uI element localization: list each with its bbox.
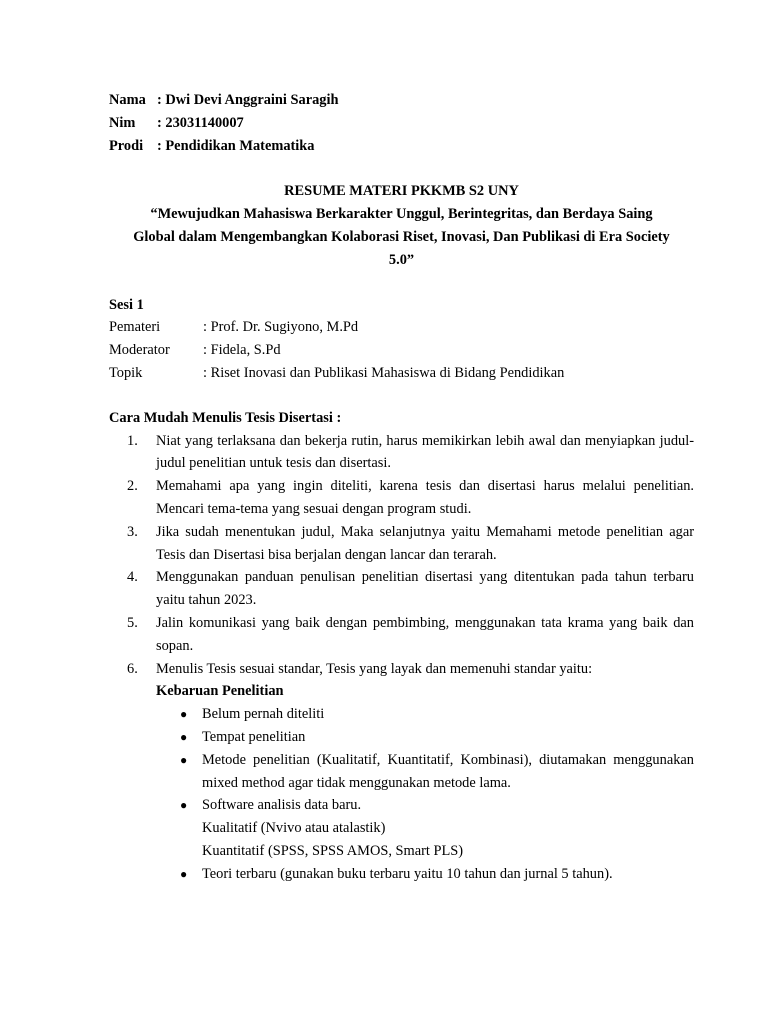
title-line: 5.0” (388, 251, 415, 268)
section-block (109, 407, 694, 886)
section-heading: Cara Mudah Menulis Tesis Disertasi : (109, 409, 342, 426)
identity-row-nama (109, 89, 694, 112)
identity-label: Nama (109, 92, 146, 108)
list-item-text: Niat yang terlaksana dan bekerja rutin, harus memikirkan lebih awal dan menyiapkan judul-judul penelitian untuk tesis dan disertasi. (156, 432, 694, 472)
numbered-list (109, 430, 694, 681)
identity-label: Prodi (109, 137, 144, 154)
list-item (109, 521, 694, 567)
list-item (109, 475, 694, 521)
list-item-text: Jika sudah menentukan judul, Maka selanjutnya yaitu Memahami metode penelitian agar Tesis dan Disertasi bisa berjalan dengan lancar dan terarah. (156, 523, 694, 563)
subheading: Kebaruan Penelitian (156, 683, 284, 700)
identity-value: : Dwi Devi Anggraini Saragih (157, 92, 339, 108)
bullet-list (109, 703, 694, 885)
session-value: : Riset Inovasi dan Publikasi Mahasiswa di Bidang Pendidikan (203, 364, 565, 381)
bullet-item (156, 749, 694, 795)
identity-label: Nim (109, 114, 136, 131)
bullet-subline: Kualitatif (Nvivo atau atalastik) (202, 820, 386, 837)
list-item-text: Memahami apa yang ingin diteliti, karena tesis dan disertasi harus melalui penelitian. Mencari tema-tema yang sesuai dengan program studi. (156, 478, 694, 517)
bullet-item (156, 863, 694, 886)
list-item (109, 430, 694, 476)
bullet-subline: Kuantitatif (SPSS, SPSS AMOS, Smart PLS) (202, 842, 464, 859)
list-item-number: 3. (127, 523, 138, 540)
bullet-icon: ● (180, 866, 188, 881)
title-line: RESUME MATERI PKKMB S2 UNY (284, 183, 519, 200)
title-line: Global dalam Mengembangkan Kolaborasi Riset, Inovasi, Dan Publikasi di Era Society (133, 228, 670, 245)
session-label: Pemateri (109, 319, 161, 336)
list-item (109, 612, 694, 658)
document-content (109, 89, 694, 886)
list-item-text: Jalin komunikasi yang baik dengan pembimbing, menggunakan tata krama yang baik dan sopan. (156, 614, 694, 654)
bullet-item (156, 726, 694, 749)
bullet-text-group (202, 794, 694, 862)
session-label: Topik (109, 364, 143, 381)
session-heading: Sesi 1 (109, 296, 144, 313)
title-line: “Mewujudkan Mahasiswa Berkarakter Unggul, Berintegritas, dan Berdaya Saing (150, 206, 653, 223)
session-value: : Prof. Dr. Sugiyono, M.Pd (203, 319, 359, 336)
bullet-icon: ● (180, 729, 188, 744)
bullet-icon: ● (180, 798, 188, 813)
identity-row-prodi (109, 135, 694, 158)
session-row (109, 362, 694, 385)
identity-row-nim (109, 112, 694, 135)
bullet-text: Tempat penelitian (202, 728, 306, 745)
bullet-text: Metode penelitian (Kualitatif, Kuantitatif, Kombinasi), diutamakan menggunakan mixed method agar tidak menggunakan metode lama. (202, 751, 694, 791)
bullet-item (156, 703, 694, 726)
identity-block (109, 89, 694, 157)
list-item-number: 2. (127, 478, 138, 495)
session-label: Moderator (109, 342, 170, 359)
list-item-number: 6. (127, 660, 138, 677)
identity-value: : 23031140007 (157, 114, 244, 131)
list-item (109, 658, 694, 681)
bullet-text: Teori terbaru (gunakan buku terbaru yaitu 10 tahun dan jurnal 5 tahun). (202, 865, 613, 882)
bullet-text: Belum pernah diteliti (202, 706, 325, 723)
bullet-icon: ● (180, 752, 188, 767)
bullet-text: Software analisis data baru. (202, 797, 362, 814)
list-item-number: 4. (127, 569, 138, 586)
bullet-item (156, 794, 694, 862)
session-value: : Fidela, S.Pd (203, 342, 281, 359)
session-block (109, 294, 694, 385)
list-item-number: 5. (127, 614, 138, 631)
identity-value: : Pendidikan Matematika (157, 137, 315, 154)
bullet-icon: ● (180, 707, 188, 722)
list-item-number: 1. (127, 432, 138, 449)
list-item-text: Menulis Tesis sesuai standar, Tesis yang layak dan memenuhi standar yaitu: (156, 660, 593, 677)
document-title (109, 180, 694, 271)
list-item-text: Menggunakan panduan penulisan penelitian disertasi yang ditentukan pada tahun terbaru yaitu tahun 2023. (156, 569, 694, 609)
list-item (109, 566, 694, 612)
session-row (109, 339, 694, 362)
session-row (109, 316, 694, 339)
